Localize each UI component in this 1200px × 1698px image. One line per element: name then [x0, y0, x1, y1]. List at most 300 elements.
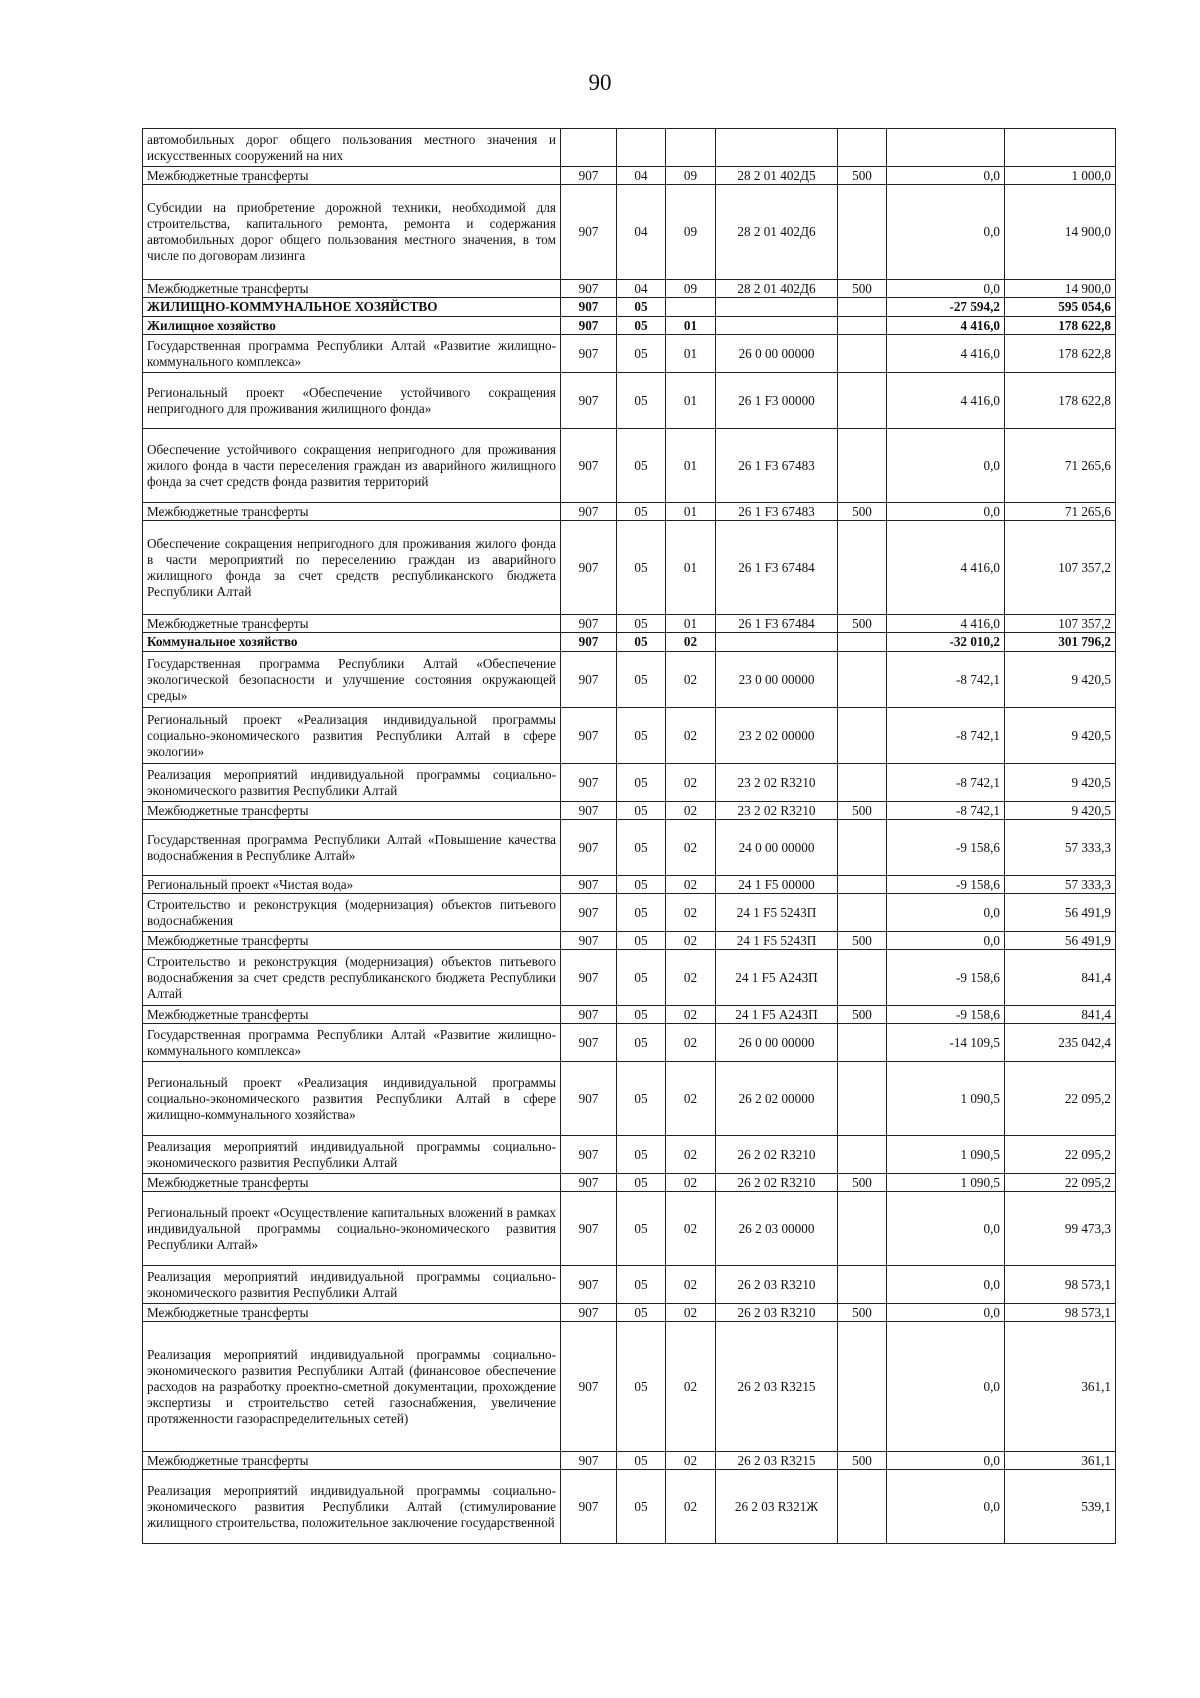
amount-total-cell: 99 473,3	[1005, 1192, 1116, 1266]
expense-name-cell: Жилищное хозяйство	[143, 317, 561, 335]
ved-code-cell: 907	[561, 1136, 617, 1174]
ved-code-cell: 907	[561, 185, 617, 280]
ved-code-cell: 907	[561, 298, 617, 317]
table-row	[143, 764, 1116, 802]
section-code-cell: 05	[617, 1452, 666, 1470]
expense-name-cell: Коммунальное хозяйство	[143, 633, 561, 652]
amount-total-cell: 14 900,0	[1005, 185, 1116, 280]
subsection-code-cell: 01	[666, 317, 716, 335]
section-code-cell: 05	[617, 764, 666, 802]
target-article-cell: 23 2 02 R3210	[716, 802, 838, 820]
amount-change-cell: -9 158,6	[887, 876, 1005, 894]
amount-total-cell: 9 420,5	[1005, 708, 1116, 764]
subsection-code-cell: 01	[666, 503, 716, 521]
expense-name-cell: Обеспечение сокращения непригодного для проживания жилого фонда в части мероприятий по переселению граждан из аварийного жилищного фонда за счет средств республиканского бюджета Республики Алтай	[143, 521, 561, 615]
table-row	[143, 1452, 1116, 1470]
expense-type-cell: 500	[838, 1452, 887, 1470]
section-code-cell: 05	[617, 317, 666, 335]
table-row	[143, 1304, 1116, 1322]
expense-name-cell: Межбюджетные трансферты	[143, 1174, 561, 1192]
table-row	[143, 317, 1116, 335]
amount-change-cell: 1 090,5	[887, 1062, 1005, 1136]
section-code-cell: 05	[617, 1470, 666, 1544]
expense-type-cell	[838, 633, 887, 652]
amount-change-cell: 0,0	[887, 1304, 1005, 1322]
ved-code-cell: 907	[561, 615, 617, 633]
section-code-cell: 05	[617, 802, 666, 820]
amount-change-cell: 0,0	[887, 894, 1005, 932]
ved-code-cell: 907	[561, 764, 617, 802]
section-code-cell: 04	[617, 280, 666, 298]
amount-change-cell: 4 416,0	[887, 317, 1005, 335]
expense-type-cell	[838, 317, 887, 335]
amount-change-cell: 0,0	[887, 503, 1005, 521]
target-article-cell: 23 2 02 R3210	[716, 764, 838, 802]
table-row	[143, 1322, 1116, 1452]
amount-total-cell: 57 333,3	[1005, 820, 1116, 876]
section-code-cell: 05	[617, 1192, 666, 1266]
ved-code-cell: 907	[561, 1322, 617, 1452]
section-code-cell: 05	[617, 820, 666, 876]
amount-total-cell: 57 333,3	[1005, 876, 1116, 894]
table-row	[143, 185, 1116, 280]
amount-change-cell: -8 742,1	[887, 708, 1005, 764]
section-code-cell: 05	[617, 373, 666, 429]
expense-type-cell: 500	[838, 167, 887, 185]
page-number: 90	[588, 70, 612, 95]
table-row	[143, 167, 1116, 185]
amount-change-cell	[887, 129, 1005, 167]
expense-name-cell: Межбюджетные трансферты	[143, 932, 561, 950]
target-article-cell: 24 0 00 00000	[716, 820, 838, 876]
table-row	[143, 950, 1116, 1006]
amount-total-cell: 178 622,8	[1005, 317, 1116, 335]
section-code-cell: 04	[617, 185, 666, 280]
table-row	[143, 1024, 1116, 1062]
table-row	[143, 373, 1116, 429]
expense-name-cell: Строительство и реконструкция (модернизация) объектов питьевого водоснабжения	[143, 894, 561, 932]
amount-change-cell: 0,0	[887, 185, 1005, 280]
amount-total-cell: 178 622,8	[1005, 335, 1116, 373]
subsection-code-cell: 02	[666, 1470, 716, 1544]
expense-type-cell	[838, 373, 887, 429]
budget-table-body	[143, 129, 1116, 1544]
amount-total-cell: 301 796,2	[1005, 633, 1116, 652]
ved-code-cell: 907	[561, 1062, 617, 1136]
amount-change-cell: -27 594,2	[887, 298, 1005, 317]
ved-code-cell: 907	[561, 1304, 617, 1322]
section-code-cell: 05	[617, 633, 666, 652]
expense-name-cell: Межбюджетные трансферты	[143, 615, 561, 633]
expense-type-cell: 500	[838, 1174, 887, 1192]
table-row	[143, 894, 1116, 932]
expense-type-cell	[838, 298, 887, 317]
expense-name-cell: Межбюджетные трансферты	[143, 280, 561, 298]
ved-code-cell: 907	[561, 820, 617, 876]
expense-type-cell	[838, 1062, 887, 1136]
ved-code-cell: 907	[561, 652, 617, 708]
section-code-cell: 05	[617, 429, 666, 503]
table-row	[143, 521, 1116, 615]
expense-name-cell: Региональный проект «Чистая вода»	[143, 876, 561, 894]
amount-change-cell: 0,0	[887, 167, 1005, 185]
table-row	[143, 335, 1116, 373]
expense-name-cell: Государственная программа Республики Алтай «Развитие жилищно-коммунального комплекса»	[143, 335, 561, 373]
expense-type-cell	[838, 950, 887, 1006]
expense-type-cell	[838, 521, 887, 615]
subsection-code-cell: 02	[666, 1062, 716, 1136]
table-row	[143, 280, 1116, 298]
ved-code-cell: 907	[561, 932, 617, 950]
target-article-cell: 26 2 03 R321Ж	[716, 1470, 838, 1544]
section-code-cell: 05	[617, 1174, 666, 1192]
amount-total-cell: 539,1	[1005, 1470, 1116, 1544]
target-article-cell: 28 2 01 402Д6	[716, 280, 838, 298]
ved-code-cell	[561, 129, 617, 167]
target-article-cell	[716, 317, 838, 335]
amount-change-cell: 4 416,0	[887, 373, 1005, 429]
subsection-code-cell: 02	[666, 894, 716, 932]
table-row	[143, 615, 1116, 633]
table-row	[143, 1192, 1116, 1266]
expense-type-cell: 500	[838, 1304, 887, 1322]
ved-code-cell: 907	[561, 708, 617, 764]
subsection-code-cell	[666, 129, 716, 167]
subsection-code-cell: 02	[666, 1136, 716, 1174]
amount-total-cell: 595 054,6	[1005, 298, 1116, 317]
table-row	[143, 129, 1116, 167]
expense-type-cell: 500	[838, 280, 887, 298]
subsection-code-cell: 02	[666, 633, 716, 652]
amount-change-cell: 0,0	[887, 932, 1005, 950]
section-code-cell: 05	[617, 652, 666, 708]
ved-code-cell: 907	[561, 894, 617, 932]
amount-total-cell: 841,4	[1005, 950, 1116, 1006]
expense-type-cell	[838, 185, 887, 280]
ved-code-cell: 907	[561, 1266, 617, 1304]
expense-type-cell	[838, 429, 887, 503]
expense-name-cell: Строительство и реконструкция (модернизация) объектов питьевого водоснабжения за счет средств республиканского бюджета Республики Алтай	[143, 950, 561, 1006]
amount-change-cell: 0,0	[887, 1452, 1005, 1470]
section-code-cell: 05	[617, 1266, 666, 1304]
target-article-cell: 26 2 03 R3215	[716, 1452, 838, 1470]
expense-type-cell: 500	[838, 615, 887, 633]
target-article-cell: 26 2 02 R3210	[716, 1136, 838, 1174]
ved-code-cell: 907	[561, 876, 617, 894]
section-code-cell: 05	[617, 932, 666, 950]
ved-code-cell: 907	[561, 1192, 617, 1266]
amount-change-cell: 0,0	[887, 280, 1005, 298]
ved-code-cell: 907	[561, 1174, 617, 1192]
target-article-cell: 23 2 02 00000	[716, 708, 838, 764]
table-row	[143, 876, 1116, 894]
expense-type-cell	[838, 876, 887, 894]
target-article-cell: 26 0 00 00000	[716, 335, 838, 373]
expense-name-cell: Государственная программа Республики Алтай «Обеспечение экологической безопасности и улучшение состояния окружающей среды»	[143, 652, 561, 708]
section-code-cell: 05	[617, 298, 666, 317]
amount-change-cell: 0,0	[887, 1192, 1005, 1266]
amount-change-cell: 1 090,5	[887, 1174, 1005, 1192]
section-code-cell: 05	[617, 708, 666, 764]
section-code-cell: 05	[617, 1006, 666, 1024]
section-code-cell: 05	[617, 521, 666, 615]
amount-change-cell: 0,0	[887, 1266, 1005, 1304]
section-code-cell	[617, 129, 666, 167]
ved-code-cell: 907	[561, 1470, 617, 1544]
amount-change-cell: -32 010,2	[887, 633, 1005, 652]
expense-type-cell: 500	[838, 802, 887, 820]
target-article-cell: 26 2 03 R3210	[716, 1304, 838, 1322]
amount-change-cell: -8 742,1	[887, 764, 1005, 802]
table-row	[143, 633, 1116, 652]
amount-total-cell: 361,1	[1005, 1452, 1116, 1470]
target-article-cell	[716, 298, 838, 317]
ved-code-cell: 907	[561, 373, 617, 429]
target-article-cell: 26 2 03 R3210	[716, 1266, 838, 1304]
target-article-cell: 23 0 00 00000	[716, 652, 838, 708]
expense-type-cell	[838, 820, 887, 876]
ved-code-cell: 907	[561, 335, 617, 373]
amount-change-cell: -9 158,6	[887, 950, 1005, 1006]
expense-type-cell	[838, 1266, 887, 1304]
subsection-code-cell: 01	[666, 615, 716, 633]
target-article-cell: 26 2 03 00000	[716, 1192, 838, 1266]
section-code-cell: 05	[617, 1136, 666, 1174]
ved-code-cell: 907	[561, 503, 617, 521]
amount-total-cell: 361,1	[1005, 1322, 1116, 1452]
amount-total-cell: 98 573,1	[1005, 1266, 1116, 1304]
table-row	[143, 1136, 1116, 1174]
section-code-cell: 05	[617, 335, 666, 373]
amount-change-cell: -8 742,1	[887, 652, 1005, 708]
expense-type-cell: 500	[838, 503, 887, 521]
target-article-cell: 24 1 F5 00000	[716, 876, 838, 894]
subsection-code-cell: 02	[666, 1322, 716, 1452]
expense-name-cell: Государственная программа Республики Алтай «Развитие жилищно-коммунального комплекса»	[143, 1024, 561, 1062]
section-code-cell: 05	[617, 1322, 666, 1452]
table-row	[143, 1174, 1116, 1192]
expense-name-cell: Реализация мероприятий индивидуальной программы социально-экономического развития Республики Алтай (стимулирование жилищного строительства, положительное заключение государственной	[143, 1470, 561, 1544]
amount-total-cell: 56 491,9	[1005, 894, 1116, 932]
expense-type-cell: 500	[838, 932, 887, 950]
expense-type-cell	[838, 1024, 887, 1062]
section-code-cell: 05	[617, 1024, 666, 1062]
target-article-cell: 26 0 00 00000	[716, 1024, 838, 1062]
subsection-code-cell: 02	[666, 708, 716, 764]
target-article-cell	[716, 633, 838, 652]
expense-type-cell	[838, 652, 887, 708]
ved-code-cell: 907	[561, 521, 617, 615]
subsection-code-cell: 02	[666, 1024, 716, 1062]
amount-change-cell: 1 090,5	[887, 1136, 1005, 1174]
amount-total-cell: 22 095,2	[1005, 1136, 1116, 1174]
table-row	[143, 708, 1116, 764]
expense-name-cell: Реализация мероприятий индивидуальной программы социально-экономического развития Республики Алтай (финансовое обеспечение расходов на разработку проектно-сметной документации, прохождение экспертизы и строительство сетей газоснабжения, увеличение протяженности газораспределительных сетей)	[143, 1322, 561, 1452]
target-article-cell: 26 2 03 R3215	[716, 1322, 838, 1452]
target-article-cell: 24 1 F5 5243П	[716, 932, 838, 950]
expense-name-cell: Реализация мероприятий индивидуальной программы социально-экономического развития Республики Алтай	[143, 764, 561, 802]
subsection-code-cell: 02	[666, 1006, 716, 1024]
amount-change-cell: 0,0	[887, 1470, 1005, 1544]
subsection-code-cell: 09	[666, 280, 716, 298]
target-article-cell	[716, 129, 838, 167]
subsection-code-cell: 02	[666, 950, 716, 1006]
expense-type-cell	[838, 335, 887, 373]
expense-type-cell	[838, 129, 887, 167]
ved-code-cell: 907	[561, 1452, 617, 1470]
subsection-code-cell: 02	[666, 876, 716, 894]
amount-change-cell: -9 158,6	[887, 1006, 1005, 1024]
subsection-code-cell: 02	[666, 820, 716, 876]
table-row	[143, 1266, 1116, 1304]
amount-total-cell: 107 357,2	[1005, 521, 1116, 615]
ved-code-cell: 907	[561, 429, 617, 503]
subsection-code-cell: 02	[666, 1192, 716, 1266]
amount-total-cell: 71 265,6	[1005, 503, 1116, 521]
table-row	[143, 932, 1116, 950]
table-row	[143, 298, 1116, 317]
subsection-code-cell: 01	[666, 373, 716, 429]
section-code-cell: 05	[617, 1304, 666, 1322]
ved-code-cell: 907	[561, 802, 617, 820]
budget-table	[142, 128, 1116, 1544]
amount-change-cell: 4 416,0	[887, 615, 1005, 633]
subsection-code-cell: 01	[666, 521, 716, 615]
section-code-cell: 05	[617, 503, 666, 521]
ved-code-cell: 907	[561, 1006, 617, 1024]
target-article-cell: 24 1 F5 А243П	[716, 950, 838, 1006]
table-row	[143, 1006, 1116, 1024]
expense-name-cell: Межбюджетные трансферты	[143, 1304, 561, 1322]
expense-name-cell: Межбюджетные трансферты	[143, 1452, 561, 1470]
amount-total-cell: 98 573,1	[1005, 1304, 1116, 1322]
amount-total-cell: 1 000,0	[1005, 167, 1116, 185]
expense-name-cell: Государственная программа Республики Алтай «Повышение качества водоснабжения в Республике Алтай»	[143, 820, 561, 876]
subsection-code-cell: 01	[666, 335, 716, 373]
table-row	[143, 802, 1116, 820]
table-row	[143, 652, 1116, 708]
expense-type-cell	[838, 1322, 887, 1452]
amount-total-cell: 107 357,2	[1005, 615, 1116, 633]
expense-type-cell	[838, 1192, 887, 1266]
target-article-cell: 26 2 02 00000	[716, 1062, 838, 1136]
expense-name-cell: Реализация мероприятий индивидуальной программы социально-экономического развития Республики Алтай	[143, 1266, 561, 1304]
amount-change-cell: -8 742,1	[887, 802, 1005, 820]
target-article-cell: 24 1 F5 А243П	[716, 1006, 838, 1024]
amount-total-cell: 22 095,2	[1005, 1174, 1116, 1192]
expense-name-cell: автомобильных дорог общего пользования местного значения и искусственных сооружений на них	[143, 129, 561, 167]
table-row	[143, 503, 1116, 521]
amount-total-cell: 235 042,4	[1005, 1024, 1116, 1062]
target-article-cell: 26 1 F3 67484	[716, 521, 838, 615]
subsection-code-cell: 02	[666, 652, 716, 708]
subsection-code-cell: 02	[666, 1266, 716, 1304]
expense-type-cell	[838, 1136, 887, 1174]
section-code-cell: 05	[617, 1062, 666, 1136]
expense-name-cell: Региональный проект «Реализация индивидуальной программы социально-экономического развития Республики Алтай в сфере жилищно-коммунального хозяйства»	[143, 1062, 561, 1136]
amount-total-cell: 178 622,8	[1005, 373, 1116, 429]
target-article-cell: 26 1 F3 67483	[716, 429, 838, 503]
section-code-cell: 04	[617, 167, 666, 185]
expense-name-cell: Региональный проект «Осуществление капитальных вложений в рамках индивидуальной программы социально-экономического развития Республики Алтай»	[143, 1192, 561, 1266]
section-code-cell: 05	[617, 894, 666, 932]
subsection-code-cell: 09	[666, 185, 716, 280]
subsection-code-cell: 01	[666, 429, 716, 503]
ved-code-cell: 907	[561, 633, 617, 652]
subsection-code-cell: 09	[666, 167, 716, 185]
subsection-code-cell	[666, 298, 716, 317]
expense-name-cell: Межбюджетные трансферты	[143, 802, 561, 820]
table-row	[143, 820, 1116, 876]
amount-total-cell: 841,4	[1005, 1006, 1116, 1024]
amount-change-cell: -9 158,6	[887, 820, 1005, 876]
target-article-cell: 24 1 F5 5243П	[716, 894, 838, 932]
amount-change-cell: 0,0	[887, 1322, 1005, 1452]
target-article-cell: 28 2 01 402Д5	[716, 167, 838, 185]
subsection-code-cell: 02	[666, 1304, 716, 1322]
amount-change-cell: 0,0	[887, 429, 1005, 503]
expense-type-cell	[838, 894, 887, 932]
target-article-cell: 26 2 02 R3210	[716, 1174, 838, 1192]
expense-type-cell	[838, 708, 887, 764]
amount-total-cell: 22 095,2	[1005, 1062, 1116, 1136]
expense-name-cell: ЖИЛИЩНО-КОММУНАЛЬНОЕ ХОЗЯЙСТВО	[143, 298, 561, 317]
expense-name-cell: Региональный проект «Обеспечение устойчивого сокращения непригодного для проживания жилищного фонда»	[143, 373, 561, 429]
target-article-cell: 28 2 01 402Д6	[716, 185, 838, 280]
expense-type-cell	[838, 1470, 887, 1544]
amount-total-cell: 9 420,5	[1005, 802, 1116, 820]
table-row	[143, 429, 1116, 503]
expense-type-cell	[838, 764, 887, 802]
expense-name-cell: Субсидии на приобретение дорожной техники, необходимой для строительства, капитального ремонта, ремонта и содержания автомобильных дорог общего пользования местного значения, в том числе по договорам лизинга	[143, 185, 561, 280]
amount-total-cell: 14 900,0	[1005, 280, 1116, 298]
expense-name-cell: Межбюджетные трансферты	[143, 167, 561, 185]
table-row	[143, 1470, 1116, 1544]
subsection-code-cell: 02	[666, 1452, 716, 1470]
expense-name-cell: Обеспечение устойчивого сокращения непригодного для проживания жилого фонда в части переселения граждан из аварийного жилищного фонда за счет средств фонда развития территорий	[143, 429, 561, 503]
subsection-code-cell: 02	[666, 802, 716, 820]
subsection-code-cell: 02	[666, 764, 716, 802]
ved-code-cell: 907	[561, 167, 617, 185]
section-code-cell: 05	[617, 950, 666, 1006]
subsection-code-cell: 02	[666, 1174, 716, 1192]
target-article-cell: 26 1 F3 00000	[716, 373, 838, 429]
amount-total-cell: 56 491,9	[1005, 932, 1116, 950]
amount-total-cell	[1005, 129, 1116, 167]
target-article-cell: 26 1 F3 67484	[716, 615, 838, 633]
amount-change-cell: -14 109,5	[887, 1024, 1005, 1062]
section-code-cell: 05	[617, 615, 666, 633]
ved-code-cell: 907	[561, 1024, 617, 1062]
amount-change-cell: 4 416,0	[887, 335, 1005, 373]
amount-total-cell: 71 265,6	[1005, 429, 1116, 503]
subsection-code-cell: 02	[666, 932, 716, 950]
amount-total-cell: 9 420,5	[1005, 764, 1116, 802]
amount-change-cell: 4 416,0	[887, 521, 1005, 615]
ved-code-cell: 907	[561, 950, 617, 1006]
expense-name-cell: Межбюджетные трансферты	[143, 1006, 561, 1024]
expense-type-cell: 500	[838, 1006, 887, 1024]
ved-code-cell: 907	[561, 317, 617, 335]
target-article-cell: 26 1 F3 67483	[716, 503, 838, 521]
expense-name-cell: Региональный проект «Реализация индивидуальной программы социально-экономического развития Республики Алтай в сфере экологии»	[143, 708, 561, 764]
ved-code-cell: 907	[561, 280, 617, 298]
expense-name-cell: Реализация мероприятий индивидуальной программы социально-экономического развития Республики Алтай	[143, 1136, 561, 1174]
section-code-cell: 05	[617, 876, 666, 894]
table-row	[143, 1062, 1116, 1136]
amount-total-cell: 9 420,5	[1005, 652, 1116, 708]
expense-name-cell: Межбюджетные трансферты	[143, 503, 561, 521]
